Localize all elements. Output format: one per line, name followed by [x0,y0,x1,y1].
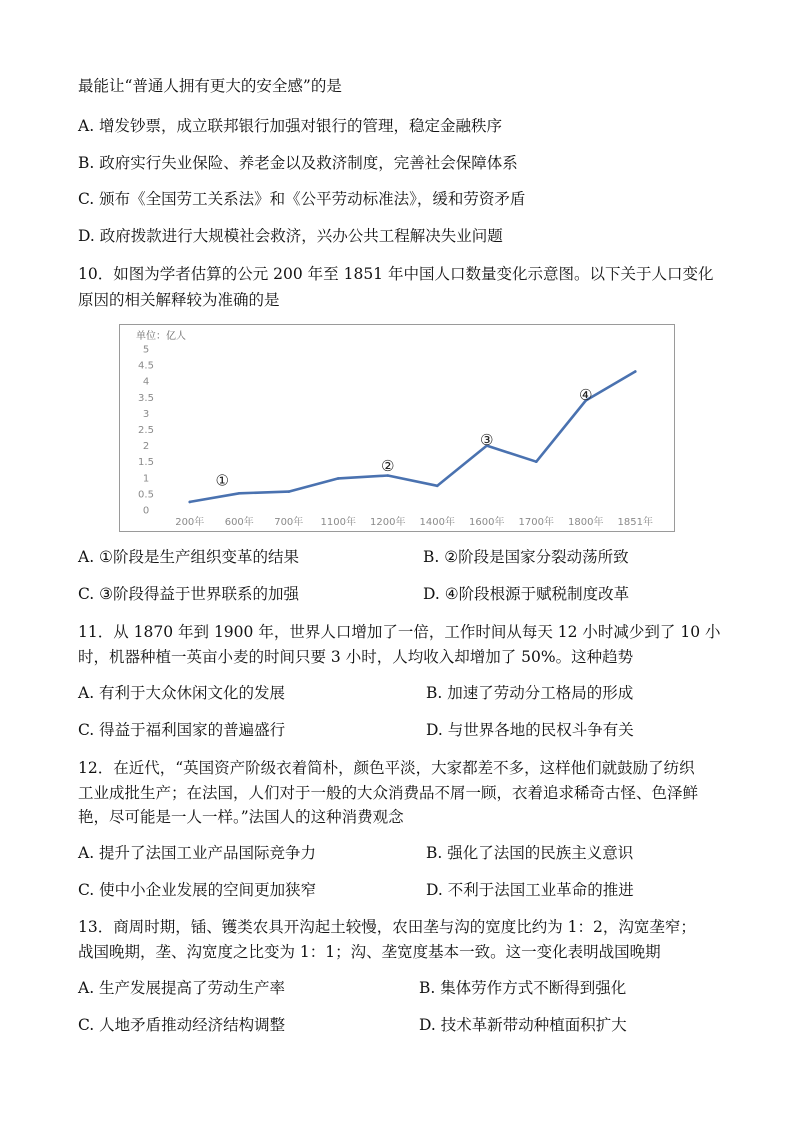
q11-option-c: C. 得益于福利国家的普遍盛行 [78,721,286,739]
y-tick-label: 3 [142,408,150,420]
q10-stem-line2: 原因的相关解释较为准确的是 [78,291,280,309]
y-tick-label: 3.5 [138,392,154,404]
y-tick-label: 0 [142,505,150,517]
q13-option-c: C. 人地矛盾推动经济结构调整 [78,1016,286,1034]
q11-stem-line1: 11．从 1870 年到 1900 年，世界人口增加了一倍，工作时间从每天 12 小时减少到了 10 小 [78,623,721,641]
x-tick-label: 200年 [175,517,205,528]
x-tick-label: 1200年 [370,517,406,528]
data-point [188,501,191,504]
population-chart [119,324,675,532]
x-tick-label: 1100年 [320,517,356,528]
q12-stem-line2: 工业成批生产；在法国，人们对于一般的大众消费品不屑一顾，衣着追求稀奇古怪、色泽鲜 [78,784,699,802]
q11-option-a: A. 有利于大众休闲文化的发展 [78,684,286,702]
x-tick-label: 600年 [224,517,254,528]
stage-marker: ③ [480,431,494,450]
y-tick-label: 5 [142,344,150,356]
y-tick-label: 1.5 [138,457,154,469]
q12-option-c: C. 使中小企业发展的空间更加狭窄 [78,881,317,899]
q11-stem-line2: 时，机器种植一英亩小麦的时间只要 3 小时，人均收入却增加了 50%。这种趋势 [78,648,634,666]
y-tick-label: 4.5 [138,360,154,372]
q10-option-d: D. ④阶段根源于赋税制度改革 [423,585,630,603]
q11-option-d: D. 与世界各地的民权斗争有关 [426,721,634,739]
population-series-line [190,372,636,502]
q13-stem-line2: 战国晚期，垄、沟宽度之比变为 1：1；沟、垄宽度基本一致。这一变化表明战国晚期 [78,943,661,961]
q9-option-d: D. 政府拨款进行大规模社会救济，兴办公共工程解决失业问题 [78,227,503,245]
x-tick-label: 1700年 [518,517,554,528]
q10-option-c: C. ③阶段得益于世界联系的加强 [78,585,300,603]
y-tick-label: 2.5 [138,425,154,436]
q10-option-a: A. ①阶段是生产组织变革的结果 [78,548,299,566]
y-tick-label: 0.5 [138,489,154,501]
stage-marker: ② [381,456,395,475]
q10-stem-line1: 10．如图为学者估算的公元 200 年至 1851 年中国人口数量变化示意图。以下关于人口变化 [78,265,714,283]
y-tick-label: 4 [142,376,150,388]
q9-option-b: B. 政府实行失业保险、养老金以及救济制度，完善社会保障体系 [78,154,518,172]
data-point [634,370,637,373]
stage-marker: ④ [579,386,593,405]
q12-option-a: A. 提升了法国工业产品国际竞争力 [78,844,317,862]
data-point [287,490,290,493]
q12-option-b: B. 强化了法国的民族主义意识 [426,844,634,862]
data-point [337,477,340,480]
x-tick-label: 1400年 [419,517,455,528]
x-tick-label: 700年 [274,517,304,528]
data-point [238,492,241,495]
chart-unit-label: 单位：亿人 [136,331,186,342]
y-tick-label: 1 [142,473,150,485]
data-point [535,460,538,463]
q10-option-b: B. ②阶段是国家分裂动荡所致 [423,548,629,566]
q9-option-a: A. 增发钞票，成立联邦银行加强对银行的管理，稳定金融秩序 [78,117,503,135]
data-point [436,485,439,488]
population-chart-svg [120,325,674,531]
q13-option-b: B. 集体劳作方式不断得到强化 [419,979,627,997]
stage-marker: ① [215,471,229,490]
q12-option-d: D. 不利于法国工业革命的推进 [426,881,634,899]
q12-stem-line1: 12．在近代，“英国资产阶级衣着简朴，颜色平淡，大家都差不多，这样他们就鼓励了纺织 [78,759,695,777]
x-tick-label: 1851年 [617,517,653,528]
q13-option-d: D. 技术革新带动种植面积扩大 [419,1016,627,1034]
q12-stem-line3: 艳，尽可能是一人一样。”法国人的这种消费观念 [78,808,404,826]
x-tick-label: 1600年 [469,517,505,528]
q9-stem: 最能让“普通人拥有更大的安全感”的是 [78,77,342,95]
q9-option-c: C. 颁布《全国劳工关系法》和《公平劳动标准法》，缓和劳资矛盾 [78,190,526,208]
y-tick-label: 2 [142,441,150,453]
q13-stem-line1: 13．商周时期，锸、镬类农具开沟起土较慢，农田垄与沟的宽度比约为 1：2，沟宽垄窄； [78,918,696,936]
q11-option-b: B. 加速了劳动分工格局的形成 [426,684,634,702]
x-tick-label: 1800年 [568,517,604,528]
q13-option-a: A. 生产发展提高了劳动生产率 [78,979,286,997]
